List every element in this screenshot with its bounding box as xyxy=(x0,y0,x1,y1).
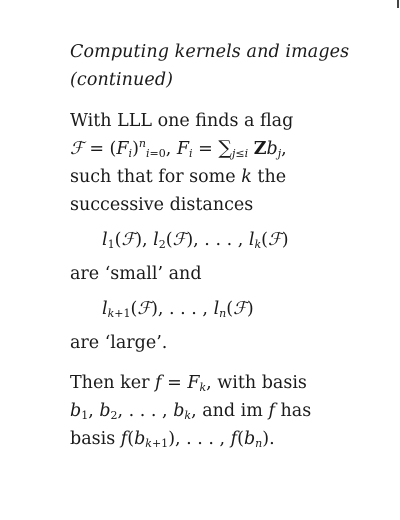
slide-title xyxy=(70,38,390,94)
with-basis-text: , with basis xyxy=(206,373,307,393)
are-small-text: are ‘small’ and xyxy=(70,264,202,284)
large-distances-formula: $l_{k+1}(ℱ)$, . . . , $l_n(ℱ)$ xyxy=(102,299,254,320)
and-im-text: , and im xyxy=(191,401,263,421)
basis-text: basis xyxy=(70,429,116,449)
successive-line xyxy=(70,191,390,219)
intro-text: With LLL one finds a flag xyxy=(70,111,294,131)
are-small-line xyxy=(70,260,390,288)
word-the: the xyxy=(257,167,287,187)
such-that-line xyxy=(70,163,390,191)
are-large-line xyxy=(70,329,390,357)
intro-line xyxy=(70,107,390,135)
small-distances-formula: $l_1(ℱ)$, $l_2(ℱ)$, . . . , $l_k(ℱ)$ xyxy=(102,230,289,251)
title-line-1: Computing kernels and images xyxy=(70,42,350,62)
image-basis-line: basis $f(b_{k+1})$, . . . , $f(b_n)$. xyxy=(70,429,275,450)
kernel-line: Then ker $f = F_k$, with basis xyxy=(70,373,307,394)
then-ker-text: Then ker xyxy=(70,373,150,393)
slide-page xyxy=(70,38,390,453)
flag-definition-formula: ℱ = $(F_i)^n_{i=0}$, $F_i = \sum_{j\le i}$ $Zb_j$, xyxy=(70,137,287,160)
has-text: has xyxy=(280,401,312,421)
title-line-2: (continued) xyxy=(70,70,174,90)
such-that-text: such that for some xyxy=(70,167,236,187)
basis-line: $b_1$, $b_2$, . . . , $b_k$, and im f has xyxy=(70,401,312,422)
var-f-2: f xyxy=(268,401,275,421)
successive-text: successive distances xyxy=(70,195,254,215)
edge-mark xyxy=(397,0,399,8)
var-k: k xyxy=(241,167,252,187)
var-f: f xyxy=(155,373,162,393)
are-large-text: are ‘large’. xyxy=(70,333,168,353)
